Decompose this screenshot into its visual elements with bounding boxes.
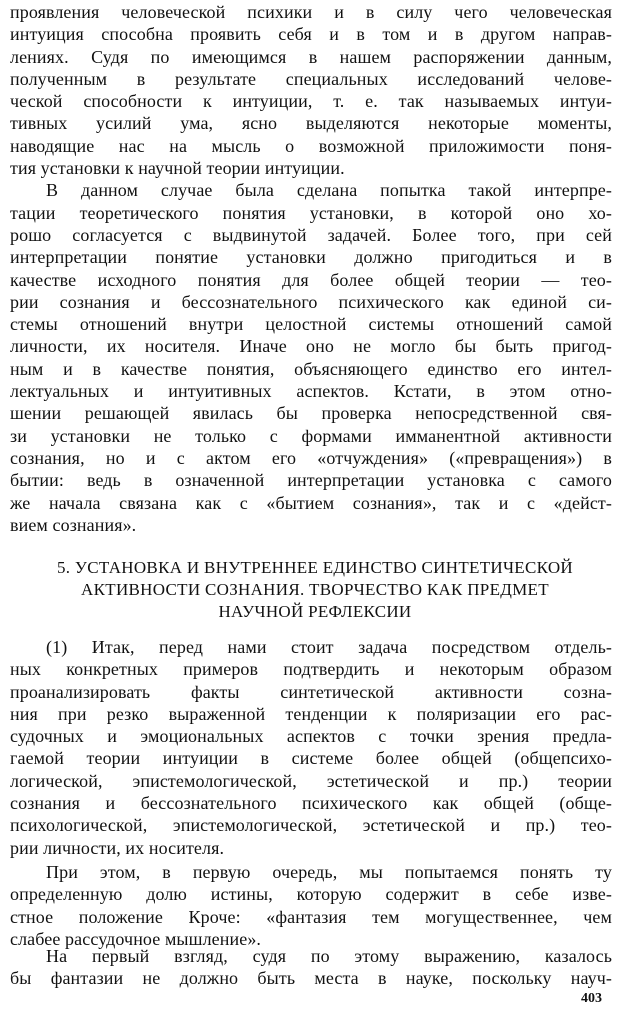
- section-heading: [20, 557, 610, 623]
- text-line: интуиция способна проявить себя и в том и в другом направ-: [10, 24, 612, 45]
- text-line: тивных усилий ума, ясно выделяются некоторые моменты,: [10, 113, 612, 134]
- text-line: При этом, в первую очередь, мы попытаемся понять ту: [46, 862, 612, 882]
- heading-line: 5. УСТАНОВКА И ВНУТРЕННЕЕ ЕДИНСТВО СИНТЕТИЧЕСКОЙ: [56, 558, 573, 577]
- text-line: вием сознания».: [10, 514, 137, 535]
- text-line: психологической, эпистемологической, эстетической и пр.) тео-: [10, 815, 612, 836]
- text-line: (1) Итак, перед нами стоит задача посредством отдель-: [46, 637, 612, 657]
- text-line: рии сознания и бессознательного психического как единой си-: [10, 291, 612, 312]
- text-line: ния при резко выраженной тенденции к поляризации его рас-: [10, 703, 612, 724]
- text-line: На первый взгляд, судя по этому выражению, казалось: [46, 946, 612, 966]
- text-line: тия установки к научной теории интуиции.: [10, 158, 345, 179]
- text-line: ческой способности к интуиции, т. е. так называемых интуи-: [10, 91, 612, 112]
- text-line: лектуальных и интуитивных аспектов. Кстати, в этом отно-: [10, 381, 612, 402]
- heading-line: АКТИВНОСТИ СОЗНАНИЯ. ТВОРЧЕСТВО КАК ПРЕДМЕТ: [81, 580, 549, 599]
- text-line: определенную долю истины, которую содержит в себе изве-: [10, 884, 612, 905]
- text-line: же начала связана как с «бытием сознания», так и с «дейст-: [10, 492, 612, 513]
- paragraph-continuation: [10, 1, 612, 536]
- document-page: [10, 1, 612, 1011]
- page-number: 403: [581, 991, 602, 1006]
- text-line: судочных и эмоциональных аспектов с точки зрения предла-: [10, 726, 612, 747]
- text-line: сознания и бессознательного психического как общей (обще-: [10, 793, 612, 814]
- text-line: наводящие нас на мысль о возможной приложимости поня-: [10, 135, 612, 156]
- text-line: рошо согласуется с выдвинутой задачей. Более того, при сей: [10, 224, 612, 245]
- text-line: стное положение Кроче: «фантазия тем могущественнее, чем: [10, 906, 612, 927]
- section-paragraph: [10, 861, 612, 950]
- text-line: лениях. Судя по имеющимся в нашем распоряжении данным,: [10, 46, 612, 67]
- text-line: проанализировать факты синтетической активности созна-: [10, 681, 612, 702]
- text-line: сознания, но и с актом его «отчуждения» («превращения») в: [10, 447, 612, 468]
- text-line: проявления человеческой психики и в силу чего человеческая: [10, 2, 612, 22]
- heading-line: НАУЧНОЙ РЕФЛЕКСИИ: [218, 602, 412, 621]
- text-line: личности, их носителя. Иначе оно не могло бы быть пригод-: [10, 336, 612, 357]
- text-line: слабее рассудочное мышление».: [10, 928, 262, 949]
- text-line: шении решающей явилась бы проверка непосредственной свя-: [10, 403, 612, 424]
- text-line: В данном случае была сделана попытка такой интерпре-: [46, 180, 612, 201]
- text-line: ным и в качестве понятия, объясняющего единство его интел-: [10, 358, 612, 379]
- text-line: гаемой теории интуиции в системе более общей (общепсихо-: [10, 748, 612, 769]
- section-paragraph: [10, 945, 612, 990]
- text-line: тации теоретического понятия установки, в которой оно хо-: [10, 202, 612, 223]
- text-line: зи установки не только с формами имманентной активности: [10, 425, 612, 446]
- text-line: полученным в результате специальных исследований челове-: [10, 68, 612, 89]
- text-line: ных конкретных примеров подтвердить и некоторым образом: [10, 659, 612, 680]
- text-line: качестве исходного понятия для более общей теории — тео-: [10, 269, 612, 290]
- text-line: рии личности, их носителя.: [10, 837, 225, 858]
- text-line: интерпретации понятие установки должно пригодиться и в: [10, 247, 612, 268]
- text-line: стемы отношений внутри целостной системы отношений самой: [10, 314, 612, 335]
- text-line: логической, эпистемологической, эстетической и пр.) теории: [10, 770, 612, 791]
- text-line: бы фантазии не должно быть места в науке, поскольку науч-: [10, 968, 612, 989]
- section-paragraph: [10, 636, 612, 859]
- text-line: бытии: ведь в означенной интерпретации установка с самого: [10, 470, 612, 491]
